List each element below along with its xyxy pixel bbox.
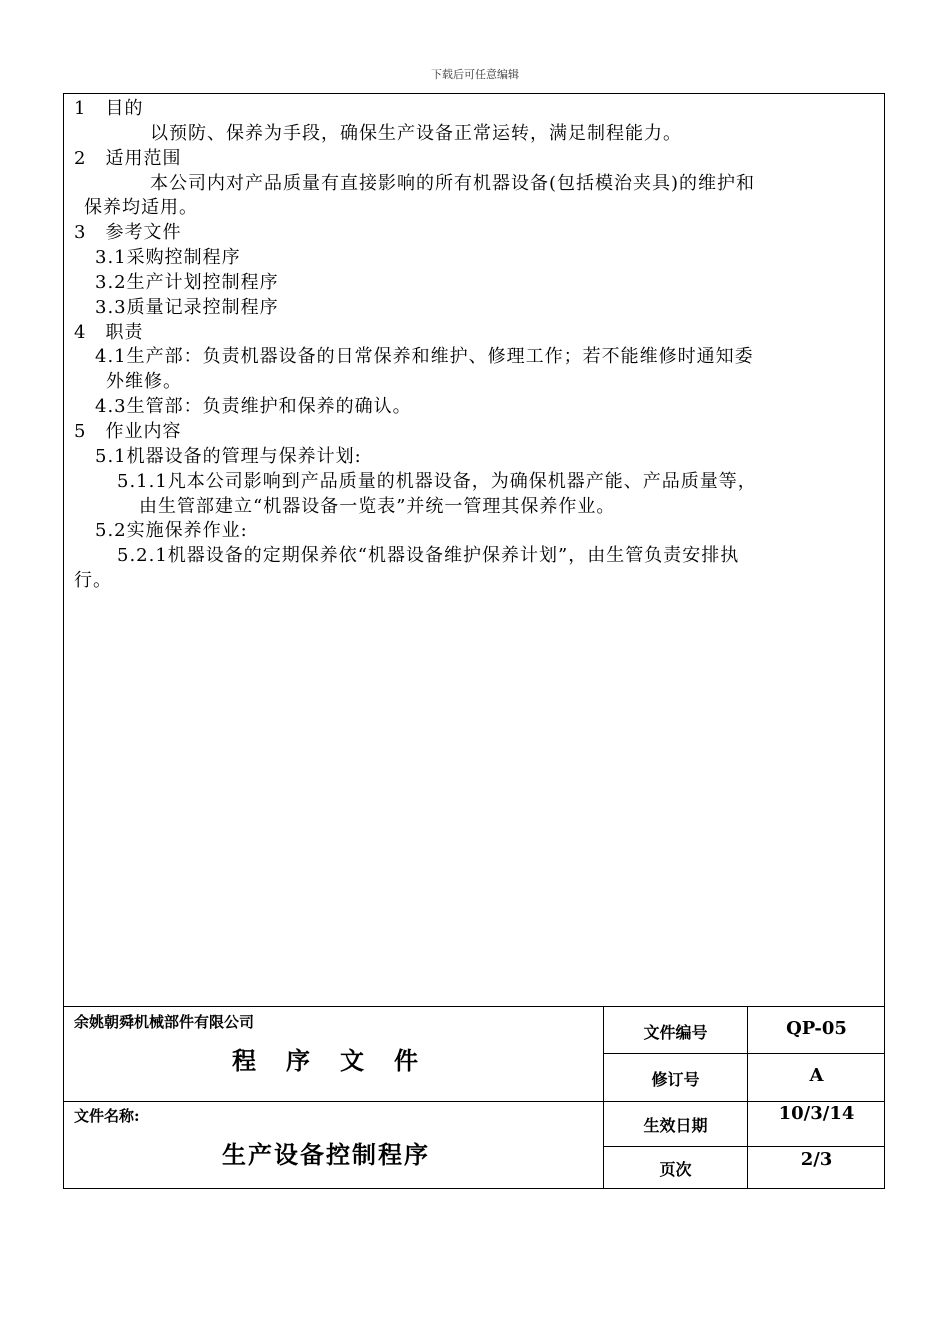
section-3-item-3: 3.3质量记录控制程序 (95, 297, 279, 318)
watermark-text: 下载后可任意编辑 (431, 68, 519, 81)
effective-date-label: 生效日期 (643, 1116, 708, 1135)
document-name-label: 文件名称: (74, 1107, 140, 1125)
section-3-title: 3 参考文件 (74, 222, 182, 243)
section-4-item-1-line1: 4.1生产部：负责机器设备的日常保养和维护、修理工作；若不能维修时通知委 (95, 346, 754, 367)
effective-date: 10/3/14 (778, 1103, 855, 1124)
document-body (63, 93, 885, 1007)
footer-row-divider-2 (603, 1101, 884, 1102)
company-name: 余姚朝舜机械部件有限公司 (74, 1013, 255, 1031)
section-2-text-line2: 保养均适用。 (84, 197, 198, 218)
page-label: 页次 (659, 1160, 692, 1179)
footer-row-divider-3 (603, 1146, 884, 1147)
page-number: 2/3 (800, 1149, 833, 1170)
revision-label: 修订号 (651, 1070, 700, 1089)
section-5-title: 5 作业内容 (74, 421, 182, 442)
section-1-title: 1 目的 (74, 98, 144, 119)
section-5-1-1-line2: 由生管部建立“机器设备一览表”并统一管理其保养作业。 (139, 496, 616, 517)
document-footer-table (63, 1006, 885, 1189)
section-4-item-2: 4.3生管部：负责维护和保养的确认。 (95, 396, 412, 417)
section-1-text: 以预防、保养为手段，确保生产设备正常运转，满足制程能力。 (150, 123, 682, 144)
section-5-2: 5.2实施保养作业: (95, 520, 248, 541)
revision-value: A (809, 1065, 824, 1086)
document-number-label: 文件编号 (643, 1023, 708, 1042)
section-2-text-line1: 本公司内对产品质量有直接影响的所有机器设备(包括模治夹具)的维护和 (150, 173, 756, 194)
document-number: QP-05 (786, 1018, 847, 1039)
footer-divider-left (64, 1101, 603, 1102)
document-name: 生产设备控制程序 (222, 1140, 430, 1169)
section-2-title: 2 适用范围 (74, 148, 182, 169)
section-5-1-1-line1: 5.1.1凡本公司影响到产品质量的机器设备，为确保机器产能、产品质量等， (117, 471, 757, 492)
section-5-1: 5.1机器设备的管理与保养计划: (95, 446, 362, 467)
document-type: 程序文件 (232, 1046, 448, 1075)
section-5-2-1-line1: 5.2.1机器设备的定期保养依“机器设备维护保养计划”，由生管负责安排执 (117, 545, 740, 566)
section-5-2-1-line2: 行。 (74, 570, 112, 591)
section-3-item-2: 3.2生产计划控制程序 (95, 272, 279, 293)
footer-row-divider-1 (603, 1053, 884, 1054)
section-4-title: 4 职责 (74, 322, 144, 343)
section-3-item-1: 3.1采购控制程序 (95, 247, 241, 268)
section-4-item-1-line2: 外维修。 (106, 371, 182, 392)
